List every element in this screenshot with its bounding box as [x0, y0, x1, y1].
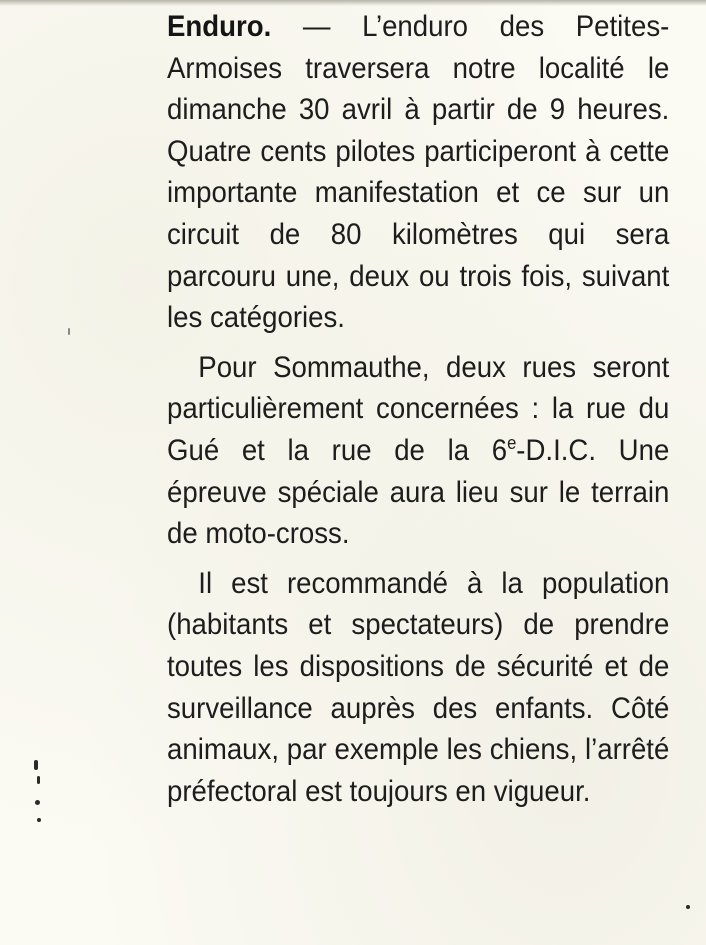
ink-speck — [686, 905, 690, 909]
paragraph-2-text-b: -D.I.C. Une épreuve spéciale aura lieu sur le terrain de moto-cross. — [167, 433, 670, 551]
ink-speck — [37, 776, 40, 784]
ink-speck — [35, 800, 40, 805]
paragraph-1-text: L’enduro des Petites-Armoises traversera notre localité le dimanche 30 avril à partir de 9 heures. Quatre cents pilotes participeront à cette importante manifestation et ce sur un circuit de 80 kilomètres qui sera parcouru une, deux ou trois fois, suivant les catégories. — [167, 10, 670, 335]
paragraph-2-superscript: e — [507, 432, 517, 453]
paragraph-1 — [167, 6, 669, 339]
article-body — [167, 6, 669, 812]
ink-speck — [34, 760, 38, 770]
ink-speck — [37, 818, 41, 822]
paragraph-3 — [167, 563, 669, 813]
ink-speck — [68, 328, 70, 335]
article-heading: Enduro. — [167, 10, 272, 43]
paragraph-3-text: Il est recommandé à la population (habitants et spectateurs) de prendre toutes les dispositions de sécurité et de surveillance auprès des enfants. Côté animaux, par exemple les chiens, l’arrêté préfectoral est toujours en vigueur. — [167, 566, 670, 808]
paragraph-2 — [167, 347, 669, 555]
heading-dash: — — [271, 10, 363, 43]
paragraph-2-text-a: Pour Sommauthe, deux rues seront particulièrement concernées : la rue du Gué et la rue de la 6 — [167, 350, 670, 467]
